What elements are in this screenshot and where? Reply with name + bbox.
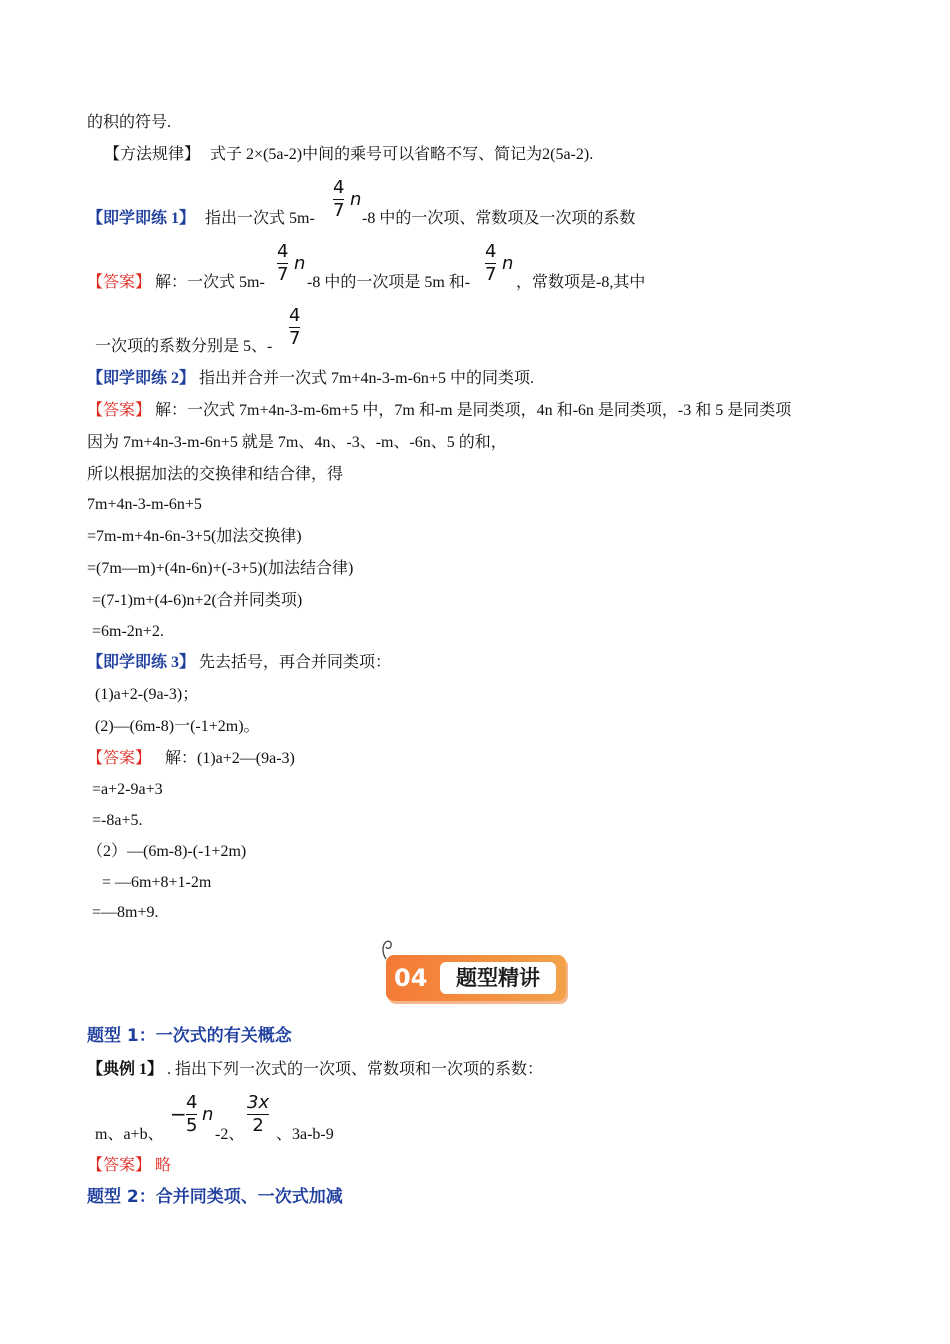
example-1-tag: 【典例 1】: [87, 1061, 164, 1078]
answer-2-tag: 【答案】: [87, 402, 152, 419]
answer-tag: 【答案】: [87, 1157, 152, 1174]
fraction-numerator: 4: [289, 305, 301, 326]
banner-label: 题型精讲: [440, 962, 556, 994]
text-line: 的积的符号.: [87, 114, 172, 131]
math-line: =-8a+5.: [92, 812, 143, 829]
fraction-numerator: 4: [333, 177, 345, 198]
variable-n: n: [202, 1104, 214, 1125]
fraction-3x-2: [247, 1093, 269, 1136]
fraction-denominator: 7: [333, 200, 345, 221]
fraction-4-7: [485, 242, 496, 285]
math-line: （2）—(6m-8)-(-1+2m): [87, 843, 247, 860]
answer-3-line: [87, 749, 295, 769]
method-rule-tag: 【方法规律】: [104, 146, 201, 163]
practice-1-line: [87, 209, 315, 229]
text-line: 因为 7m+4n-3-m-6n+5 就是 7m、4n、-3、-m、-6n、5 的和，: [87, 434, 507, 451]
math-line: (1)a+2-(9a-3)；: [95, 686, 199, 703]
answer-1-text-d: 一次项的系数分别是 5、-: [95, 338, 273, 355]
banner-number: 04: [394, 964, 428, 992]
answer-1-text-a: 解：一次式 5m-: [155, 274, 265, 291]
practice-2-tag: 【即学即练 2】: [87, 370, 196, 387]
answer-3-tag: 【答案】: [87, 750, 152, 767]
example-1-line: [87, 1060, 543, 1080]
terms-text-c: 、3a-b-9: [276, 1126, 334, 1143]
fraction-4-5: [186, 1093, 197, 1136]
math-line: = —6m+8+1-2m: [102, 874, 212, 891]
fraction-denominator: 5: [186, 1115, 198, 1136]
fraction-4-7: [289, 306, 300, 349]
text-line: 所以根据加法的交换律和结合律，得: [87, 466, 344, 483]
section-2-heading: 题型 2：合并同类项、一次式加减: [87, 1187, 343, 1207]
fraction-denominator: 7: [277, 264, 289, 285]
minus-sign: −: [170, 1102, 187, 1126]
fraction-numerator: 4: [485, 241, 497, 262]
fraction-denominator: 7: [289, 328, 301, 349]
practice-1-text-b: -8 中的一次项、常数项及一次项的系数: [362, 210, 636, 227]
variable-n: n: [294, 253, 306, 274]
method-rule-line: [104, 145, 593, 165]
answer-text: 略: [155, 1157, 172, 1174]
practice-3-tag: 【即学即练 3】: [87, 654, 196, 671]
practice-1-text-a: 指出一次式 5m-: [205, 210, 315, 227]
practice-3-text: 先去括号，再合并同类项：: [199, 654, 392, 671]
answer-1-text-c: ，常数项是-8,其中: [516, 274, 646, 291]
practice-3-line: [87, 653, 391, 673]
math-line: =7m-m+4n-6n-3+5(加法交换律): [87, 528, 302, 545]
math-line: 7m+4n-3-m-6n+5: [87, 496, 202, 513]
math-line: =6m-2n+2.: [92, 623, 164, 640]
terms-text-b: -2、: [215, 1126, 245, 1143]
fraction-4-7: [333, 178, 344, 221]
answer-2-line: [87, 401, 791, 421]
math-line: =(7-1)m+(4-6)n+2(合并同类项): [92, 592, 303, 609]
variable-n: n: [502, 253, 514, 274]
terms-text-a: m、a+b、: [95, 1126, 164, 1143]
answer-1-text-b: -8 中的一次项是 5m 和-: [307, 274, 471, 291]
method-rule-text: 式子 2×(5a-2)中间的乘号可以省略不写、简记为2(5a-2).: [210, 146, 594, 163]
example-1-text: . 指出下列一次式的一次项、常数项和一次项的系数：: [167, 1061, 544, 1078]
practice-2-text: 指出并合并一次式 7m+4n-3-m-6n+5 中的同类项.: [199, 370, 534, 387]
answer-1-line: [87, 273, 265, 293]
fraction-denominator: 2: [252, 1115, 264, 1136]
fraction-denominator: 7: [485, 264, 497, 285]
practice-2-line: [87, 369, 534, 389]
math-line: =a+2-9a+3: [92, 781, 163, 798]
variable-n: n: [350, 189, 362, 210]
fraction-numerator: 4: [277, 241, 289, 262]
section-banner: [386, 955, 568, 1003]
answer-3-text: 解：(1)a+2—(9a-3): [165, 750, 295, 767]
math-line: (2)—(6m-8)一(-1+2m)。: [95, 718, 260, 735]
math-line: =—8m+9.: [92, 904, 159, 921]
fraction-numerator: 3x: [247, 1092, 270, 1113]
practice-1-tag: 【即学即练 1】: [87, 210, 196, 227]
fraction-4-7: [277, 242, 288, 285]
answer-example-1-line: [87, 1156, 171, 1176]
section-1-heading: 题型 1：一次式的有关概念: [87, 1026, 292, 1046]
answer-2-text: 解：一次式 7m+4n-3-m-6m+5 中，7m 和-m 是同类项，4n 和-6n 是同类项，-3 和 5 是同类项: [155, 402, 792, 419]
math-line: =(7m—m)+(4n-6n)+(-3+5)(加法结合律): [87, 560, 354, 577]
fraction-numerator: 4: [186, 1092, 198, 1113]
answer-1-tag: 【答案】: [87, 274, 152, 291]
